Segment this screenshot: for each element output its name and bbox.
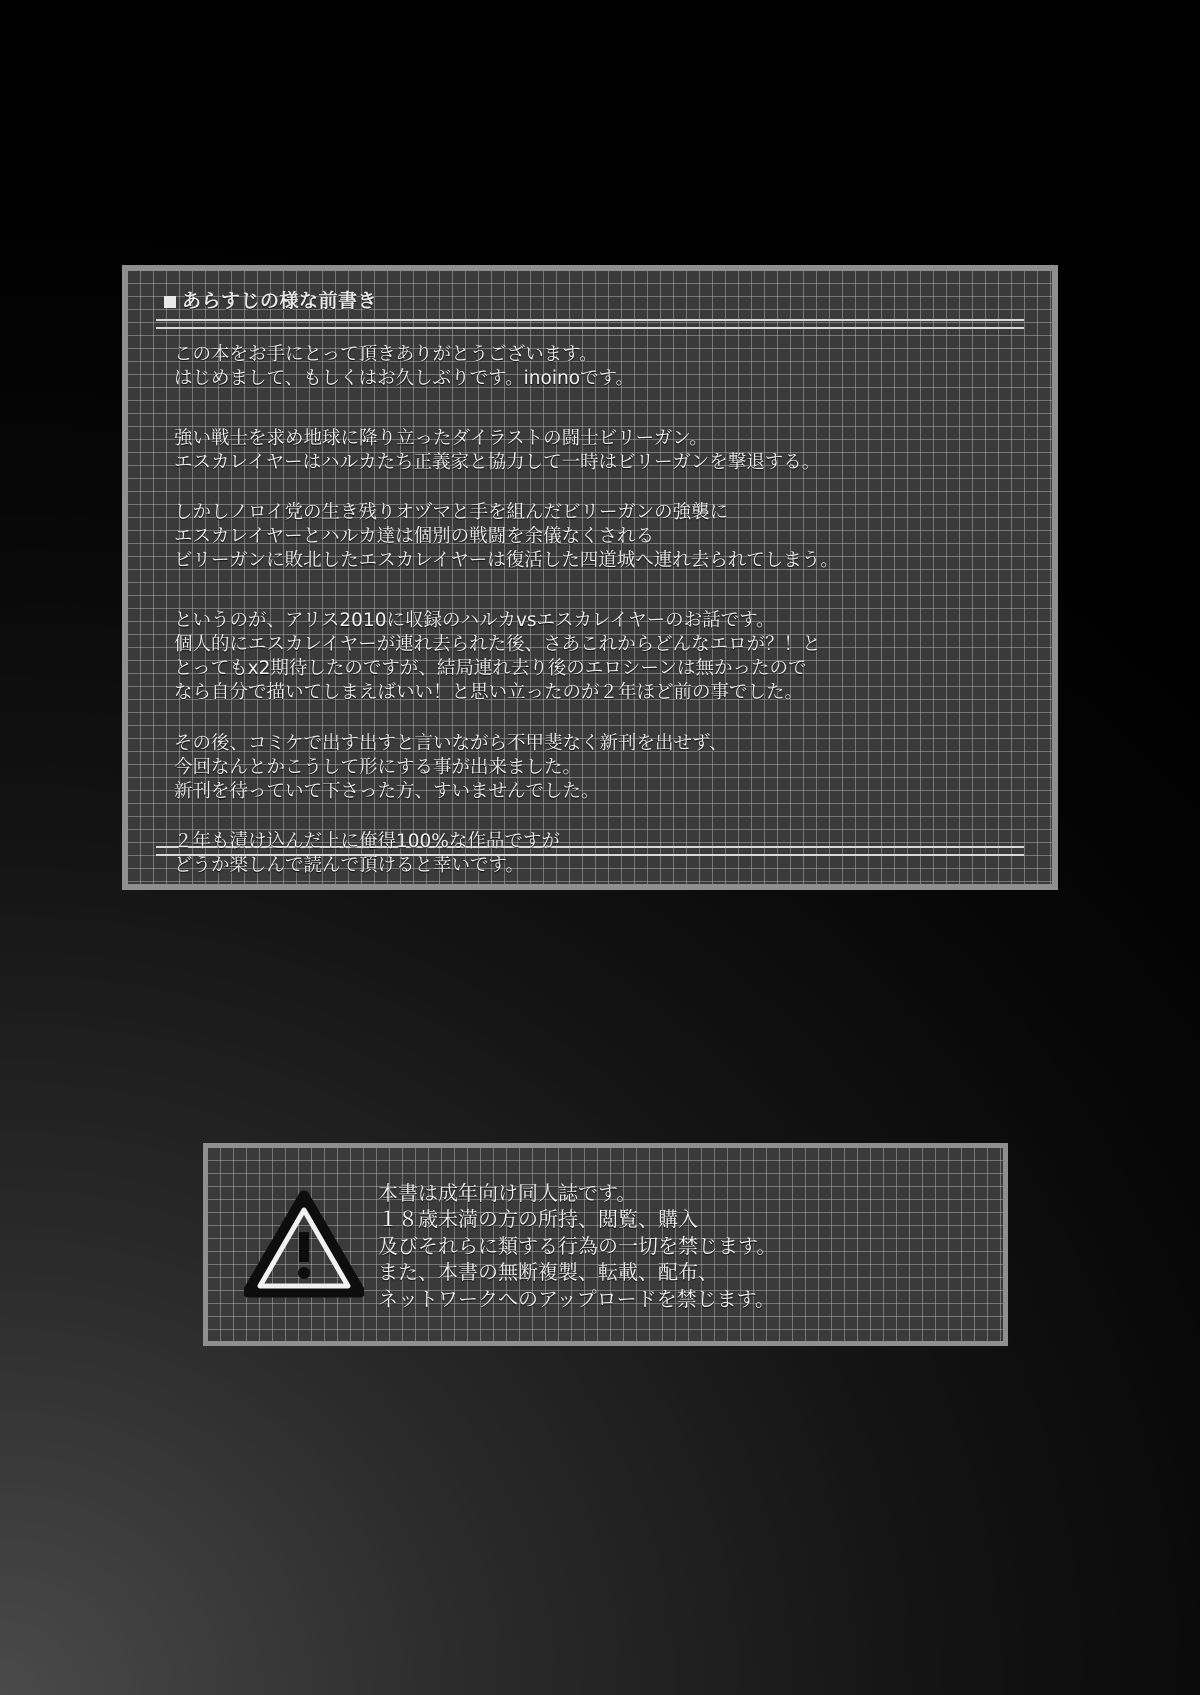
- text-line: ２年も漬け込んだ上に俺得100%な作品ですが: [174, 830, 560, 852]
- text-line: エスカレイヤーはハルカたち正義家と協力して一時はビリーガンを撃退する。: [174, 452, 821, 474]
- text-line: その後、コミケで出す出すと言いながら不甲斐なく新刊を出せず、: [174, 732, 728, 754]
- paragraph: [174, 732, 1012, 804]
- divider-top: [156, 319, 1024, 329]
- text-line: エスカレイヤーとハルカ達は個別の戦闘を余儀なくされる: [174, 526, 655, 548]
- paragraph: [174, 427, 1012, 475]
- warning-triangle-icon: [244, 1190, 364, 1298]
- text-line: １８歳未満の方の所持、閲覧、購入: [378, 1207, 698, 1232]
- text-line: 強い戦士を求め地球に降り立ったダイラストの闘士ビリーガン。: [174, 428, 708, 450]
- text-line: 本書は成年向け同人誌です。: [378, 1181, 637, 1205]
- text-line: 新刊を待っていて下さった方、すいませんでした。: [174, 780, 600, 802]
- text-line: ビリーガンに敗北したエスカレイヤーは復活した四道城へ連れ去られてしまう。: [174, 550, 839, 572]
- spacer: [174, 599, 1012, 609]
- text-line: また、本書の無断複製、転載、配布、: [378, 1260, 718, 1285]
- text-line: 今回なんとかこうして形にする事が出来ました。: [174, 756, 582, 778]
- text-line: 個人的にエスカレイヤーが連れ去られた後、さあこれからどんなエロが？！と: [174, 634, 821, 656]
- text-line: この本をお手にとって頂きありがとうございます。: [174, 344, 598, 365]
- text-line: というのが、アリス2010に収録のハルカvsエスカレイヤーのお話です。: [174, 610, 775, 632]
- paragraph: [174, 830, 1012, 878]
- text-line: なら自分で描いてしまえばいい！と思い立ったのが２年ほど前の事でした。: [174, 682, 804, 704]
- text-line: はじめまして、もしくはお久しぶりです。inoinoです。: [174, 368, 635, 390]
- spacer: [174, 417, 1012, 427]
- afterword-heading-text: あらすじの様な前書き: [182, 290, 378, 312]
- text-line: ネットワークへのアップロードを禁じます。: [378, 1286, 775, 1311]
- afterword-panel: [122, 265, 1058, 890]
- text-line: 及びそれらに類する行為の一切を禁じます。: [378, 1233, 777, 1258]
- text-line: しかしノロイ党の生き残りオヅマと手を組んだビリーガンの強襲に: [174, 502, 729, 524]
- paragraph: [174, 343, 1012, 391]
- bullet-square-icon: [164, 296, 176, 308]
- age-notice-text: [378, 1180, 987, 1312]
- paragraph: [174, 609, 1012, 705]
- afterword-heading: [164, 286, 377, 313]
- age-notice-panel: [203, 1143, 1008, 1346]
- text-line: どうか楽しんで読んで頂けると幸いです。: [174, 854, 525, 876]
- text-line: とってもx2期待したのですが、結局連れ去り後のエロシーンは無かったので: [174, 658, 807, 680]
- paragraph: [174, 501, 1012, 573]
- afterword-body: [174, 343, 1012, 904]
